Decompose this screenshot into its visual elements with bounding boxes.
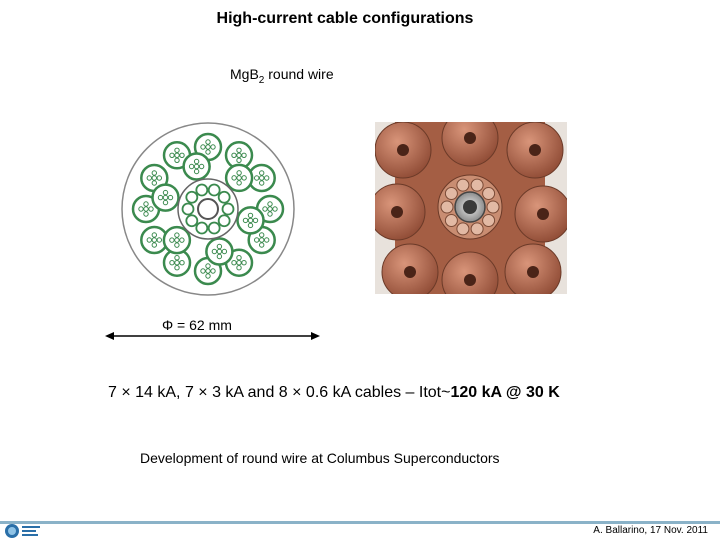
subtitle-rest: round wire [264, 66, 334, 82]
inner-strand [196, 184, 207, 195]
copper-cable [507, 122, 563, 178]
inner-copper-strand [483, 187, 495, 199]
inner-strand [219, 215, 230, 226]
inner-copper-strand [471, 223, 483, 235]
inner-strand [196, 223, 207, 234]
cable-summary [108, 384, 560, 402]
strand-bundle [206, 239, 232, 265]
strand-bundle [152, 185, 178, 211]
subtitle-b: B [249, 66, 259, 82]
slide-subtitle [230, 66, 334, 86]
inner-strand [219, 192, 230, 203]
inner-copper-strand [483, 215, 495, 227]
copper-cable [375, 122, 431, 178]
slide-title: High-current cable configurations [216, 10, 474, 27]
copper-cable [505, 244, 561, 294]
subtitle-subscript: 2 [258, 74, 265, 86]
inner-strand [209, 184, 220, 195]
inner-copper-strand [471, 179, 483, 191]
inner-strand [183, 204, 194, 215]
inner-copper-strand [445, 187, 457, 199]
inner-copper-strand [441, 201, 453, 213]
inner-strand [186, 215, 197, 226]
cable-photo [375, 122, 567, 294]
summary-text: 7 × 14 kA, 7 × 3 kA and 8 × 0.6 kA cables – Itot~ [108, 384, 451, 401]
subtitle-mg: Mg [230, 66, 250, 82]
cable-cross-section-diagram [108, 122, 308, 297]
inner-strand [186, 192, 197, 203]
strand-bundle [226, 165, 252, 191]
inner-copper-strand [445, 215, 457, 227]
dimension-label: Φ = 62 mm [162, 317, 232, 333]
lhc-logo-icon [4, 522, 44, 540]
summary-bold: 120 kA @ 30 K [450, 384, 560, 401]
inner-copper-strand [457, 223, 469, 235]
strand-bundle [184, 153, 210, 179]
copper-cable [382, 244, 438, 294]
development-note: Development of round wire at Columbus Superconductors [140, 450, 500, 466]
inner-strand [209, 223, 220, 234]
inner-copper-strand [487, 201, 499, 213]
footer-author: A. Ballarino, 17 Nov. 2011 [593, 525, 708, 536]
strand-bundle [164, 227, 190, 253]
footer-divider [0, 521, 720, 524]
inner-copper-strand [457, 179, 469, 191]
copper-cable [515, 186, 567, 242]
strand-bundle [238, 207, 264, 233]
copper-cable [375, 184, 425, 240]
inner-strand [223, 204, 234, 215]
